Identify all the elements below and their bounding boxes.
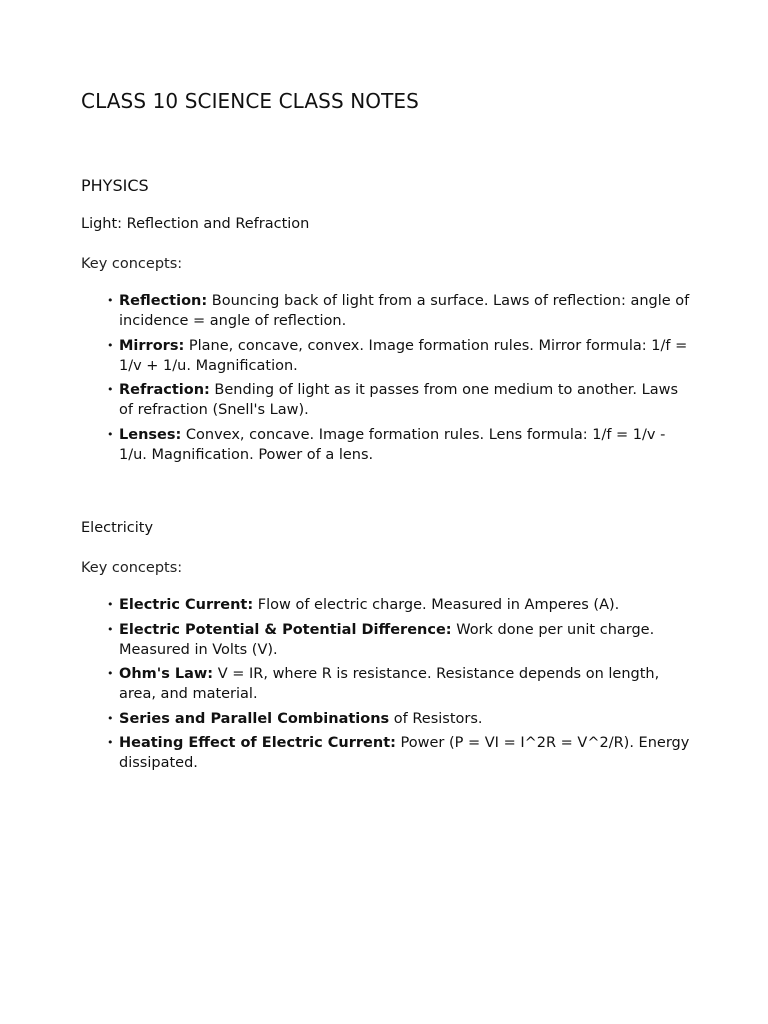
list-item <box>109 380 694 420</box>
concept-term: Mirrors: <box>119 337 185 354</box>
concept-term: Ohm's Law: <box>119 666 214 682</box>
concept-text: Plane, concave, convex. Image formation rules. Mirror formula: 1/f = 1/v + 1/u. Magnification. <box>119 337 688 374</box>
list-item <box>109 291 694 331</box>
concept-list-electricity <box>109 595 694 778</box>
concept-text: Bending of light as it passes from one medium to another. Laws of refraction (Snell's Law). <box>119 382 678 418</box>
topic-heading-light: Light: Reflection and Refraction <box>81 216 310 232</box>
list-item <box>109 733 694 773</box>
list-item <box>109 709 694 729</box>
key-concepts-label: Key concepts: <box>81 256 183 272</box>
list-item <box>109 425 694 465</box>
concept-list-light <box>109 291 694 469</box>
concept-text: Convex, concave. Image formation rules. Lens formula: 1/f = 1/v - 1/u. Magnification. Power of a lens. <box>119 426 666 463</box>
concept-term: Electric Current: <box>119 597 254 613</box>
concept-text: of Resistors. <box>389 710 483 727</box>
concept-term: Heating Effect of Electric Current: <box>119 735 396 751</box>
list-item <box>109 336 694 376</box>
list-item <box>109 620 694 660</box>
list-item <box>109 664 694 704</box>
concept-text: Flow of electric charge. Measured in Amperes (A). <box>253 597 620 613</box>
key-concepts-label: Key concepts: <box>81 560 183 576</box>
concept-text: Work done per unit charge. Measured in Volts (V). <box>119 621 655 658</box>
concept-term: Electric Potential & Potential Difference: <box>119 621 452 638</box>
subject-heading: PHYSICS <box>81 176 149 195</box>
concept-text: Power (P = VI = I^2R = V^2/R). Energy dissipated. <box>119 735 690 771</box>
list-item <box>109 595 694 615</box>
concept-term: Reflection: <box>119 293 208 309</box>
concept-term: Refraction: <box>119 382 210 398</box>
concept-text: V = IR, where R is resistance. Resistance depends on length, area, and material. <box>119 666 660 702</box>
page-title: CLASS 10 SCIENCE CLASS NOTES <box>81 89 419 113</box>
concept-term: Series and Parallel Combinations <box>119 710 390 727</box>
concept-text: Bouncing back of light from a surface. Laws of reflection: angle of incidence = angle of reflection. <box>119 293 690 329</box>
concept-term: Lenses: <box>119 426 182 443</box>
topic-heading-electricity: Electricity <box>81 520 154 536</box>
